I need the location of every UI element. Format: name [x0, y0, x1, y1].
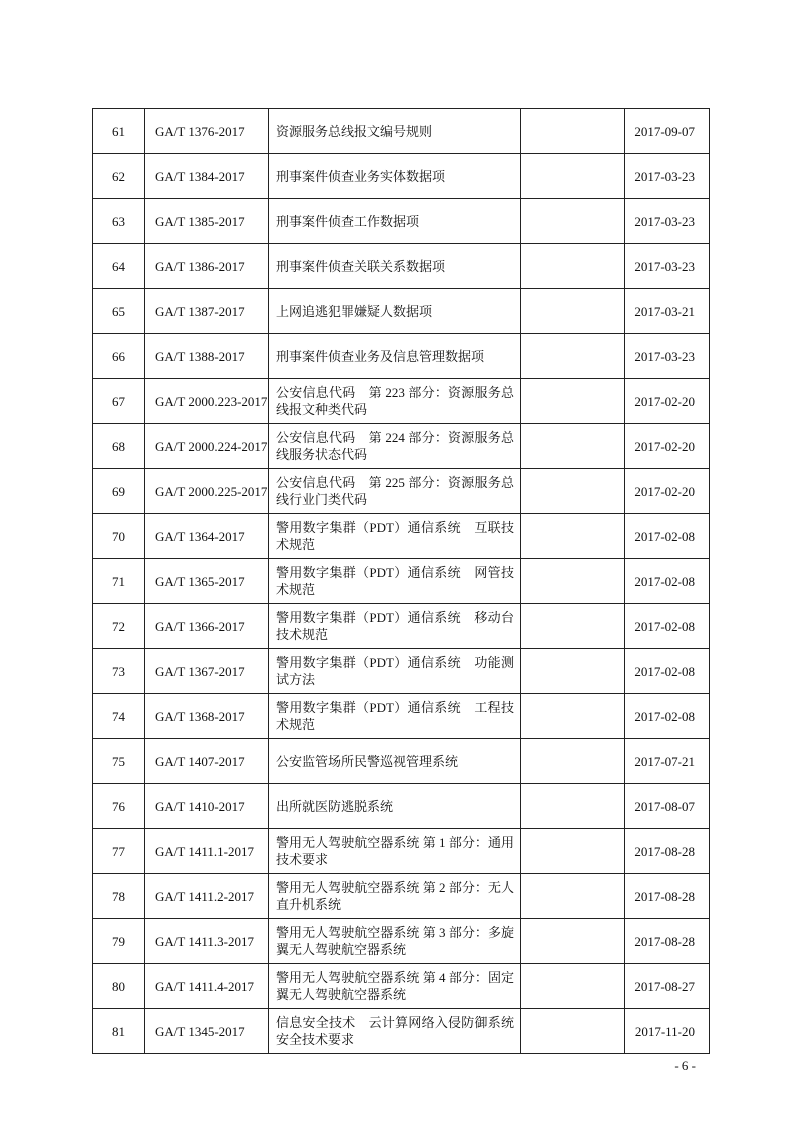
blank-cell	[521, 829, 625, 874]
date-cell: 2017-02-08	[625, 514, 710, 559]
row-number-cell: 66	[93, 334, 145, 379]
standard-code-cell: GA/T 1385-2017	[145, 199, 269, 244]
blank-cell	[521, 379, 625, 424]
table-row	[93, 244, 710, 289]
standard-name-cell: 警用数字集群（PDT）通信系统 互联技术规范	[269, 514, 521, 559]
table-row	[93, 514, 710, 559]
date-cell: 2017-02-08	[625, 559, 710, 604]
date-cell: 2017-03-21	[625, 289, 710, 334]
blank-cell	[521, 739, 625, 784]
table-row	[93, 424, 710, 469]
blank-cell	[521, 559, 625, 604]
standard-code-cell: GA/T 1368-2017	[145, 694, 269, 739]
row-number-cell: 67	[93, 379, 145, 424]
row-number-cell: 81	[93, 1009, 145, 1054]
standard-code-cell: GA/T 1345-2017	[145, 1009, 269, 1054]
row-number-cell: 72	[93, 604, 145, 649]
table-row	[93, 649, 710, 694]
standard-name-cell: 警用无人驾驶航空器系统 第 3 部分：多旋翼无人驾驶航空器系统	[269, 919, 521, 964]
row-number-cell: 76	[93, 784, 145, 829]
standard-name-cell: 公安信息代码 第 223 部分：资源服务总线报文种类代码	[269, 379, 521, 424]
standard-code-cell: GA/T 1365-2017	[145, 559, 269, 604]
standard-code-cell: GA/T 1367-2017	[145, 649, 269, 694]
table-row	[93, 334, 710, 379]
blank-cell	[521, 469, 625, 514]
row-number-cell: 63	[93, 199, 145, 244]
standard-name-cell: 刑事案件侦查业务及信息管理数据项	[269, 334, 521, 379]
standard-name-cell: 警用数字集群（PDT）通信系统 移动台技术规范	[269, 604, 521, 649]
row-number-cell: 71	[93, 559, 145, 604]
standard-name-cell: 上网追逃犯罪嫌疑人数据项	[269, 289, 521, 334]
standard-code-cell: GA/T 1410-2017	[145, 784, 269, 829]
row-number-cell: 64	[93, 244, 145, 289]
date-cell: 2017-08-27	[625, 964, 710, 1009]
standard-code-cell: GA/T 2000.223-2017	[145, 379, 269, 424]
row-number-cell: 77	[93, 829, 145, 874]
row-number-cell: 80	[93, 964, 145, 1009]
row-number-cell: 73	[93, 649, 145, 694]
blank-cell	[521, 874, 625, 919]
date-cell: 2017-02-08	[625, 604, 710, 649]
date-cell: 2017-02-08	[625, 649, 710, 694]
table-row	[93, 964, 710, 1009]
table-row	[93, 109, 710, 154]
row-number-cell: 70	[93, 514, 145, 559]
standard-name-cell: 警用数字集群（PDT）通信系统 网管技术规范	[269, 559, 521, 604]
blank-cell	[521, 784, 625, 829]
standard-code-cell: GA/T 1387-2017	[145, 289, 269, 334]
blank-cell	[521, 919, 625, 964]
table-row	[93, 199, 710, 244]
date-cell: 2017-08-28	[625, 874, 710, 919]
date-cell: 2017-07-21	[625, 739, 710, 784]
date-cell: 2017-03-23	[625, 334, 710, 379]
standard-code-cell: GA/T 2000.224-2017	[145, 424, 269, 469]
blank-cell	[521, 109, 625, 154]
standard-code-cell: GA/T 1407-2017	[145, 739, 269, 784]
table-row	[93, 1009, 710, 1054]
standard-code-cell: GA/T 1411.2-2017	[145, 874, 269, 919]
table-row	[93, 919, 710, 964]
standards-table	[92, 108, 710, 1054]
standard-code-cell: GA/T 1376-2017	[145, 109, 269, 154]
row-number-cell: 75	[93, 739, 145, 784]
blank-cell	[521, 289, 625, 334]
date-cell: 2017-02-20	[625, 424, 710, 469]
table-row	[93, 469, 710, 514]
row-number-cell: 65	[93, 289, 145, 334]
standard-code-cell: GA/T 1388-2017	[145, 334, 269, 379]
table-row	[93, 559, 710, 604]
standard-code-cell: GA/T 2000.225-2017	[145, 469, 269, 514]
standard-name-cell: 警用无人驾驶航空器系统 第 2 部分：无人直升机系统	[269, 874, 521, 919]
standard-name-cell: 警用数字集群（PDT）通信系统 功能测试方法	[269, 649, 521, 694]
table-row	[93, 154, 710, 199]
blank-cell	[521, 649, 625, 694]
table-row	[93, 379, 710, 424]
standard-name-cell: 资源服务总线报文编号规则	[269, 109, 521, 154]
standard-name-cell: 公安监管场所民警巡视管理系统	[269, 739, 521, 784]
table-row	[93, 289, 710, 334]
blank-cell	[521, 154, 625, 199]
row-number-cell: 61	[93, 109, 145, 154]
standard-code-cell: GA/T 1411.1-2017	[145, 829, 269, 874]
date-cell: 2017-03-23	[625, 199, 710, 244]
date-cell: 2017-02-20	[625, 469, 710, 514]
blank-cell	[521, 964, 625, 1009]
standard-name-cell: 警用数字集群（PDT）通信系统 工程技术规范	[269, 694, 521, 739]
standard-name-cell: 刑事案件侦查工作数据项	[269, 199, 521, 244]
row-number-cell: 78	[93, 874, 145, 919]
standard-code-cell: GA/T 1364-2017	[145, 514, 269, 559]
blank-cell	[521, 1009, 625, 1054]
row-number-cell: 69	[93, 469, 145, 514]
table-row	[93, 739, 710, 784]
standard-code-cell: GA/T 1411.4-2017	[145, 964, 269, 1009]
row-number-cell: 68	[93, 424, 145, 469]
table-row	[93, 784, 710, 829]
date-cell: 2017-03-23	[625, 154, 710, 199]
blank-cell	[521, 424, 625, 469]
table-row	[93, 694, 710, 739]
date-cell: 2017-09-07	[625, 109, 710, 154]
table-row	[93, 829, 710, 874]
date-cell: 2017-03-23	[625, 244, 710, 289]
standard-code-cell: GA/T 1386-2017	[145, 244, 269, 289]
page-number: - 6 -	[674, 1058, 696, 1073]
table-row	[93, 874, 710, 919]
table-row	[93, 604, 710, 649]
date-cell: 2017-08-28	[625, 919, 710, 964]
standard-name-cell: 信息安全技术 云计算网络入侵防御系统安全技术要求	[269, 1009, 521, 1054]
blank-cell	[521, 199, 625, 244]
standard-code-cell: GA/T 1384-2017	[145, 154, 269, 199]
standard-name-cell: 警用无人驾驶航空器系统 第 4 部分：固定翼无人驾驶航空器系统	[269, 964, 521, 1009]
date-cell: 2017-08-07	[625, 784, 710, 829]
standard-name-cell: 公安信息代码 第 224 部分：资源服务总线服务状态代码	[269, 424, 521, 469]
standard-name-cell: 出所就医防逃脱系统	[269, 784, 521, 829]
date-cell: 2017-02-20	[625, 379, 710, 424]
standard-code-cell: GA/T 1411.3-2017	[145, 919, 269, 964]
standard-name-cell: 刑事案件侦查业务实体数据项	[269, 154, 521, 199]
standard-name-cell: 刑事案件侦查关联关系数据项	[269, 244, 521, 289]
standard-name-cell: 公安信息代码 第 225 部分：资源服务总线行业门类代码	[269, 469, 521, 514]
standards-table-body	[93, 109, 710, 1054]
blank-cell	[521, 694, 625, 739]
row-number-cell: 79	[93, 919, 145, 964]
date-cell: 2017-08-28	[625, 829, 710, 874]
row-number-cell: 74	[93, 694, 145, 739]
standard-code-cell: GA/T 1366-2017	[145, 604, 269, 649]
date-cell: 2017-02-08	[625, 694, 710, 739]
row-number-cell: 62	[93, 154, 145, 199]
date-cell: 2017-11-20	[625, 1009, 710, 1054]
blank-cell	[521, 244, 625, 289]
blank-cell	[521, 604, 625, 649]
blank-cell	[521, 514, 625, 559]
standard-name-cell: 警用无人驾驶航空器系统 第 1 部分：通用技术要求	[269, 829, 521, 874]
blank-cell	[521, 334, 625, 379]
